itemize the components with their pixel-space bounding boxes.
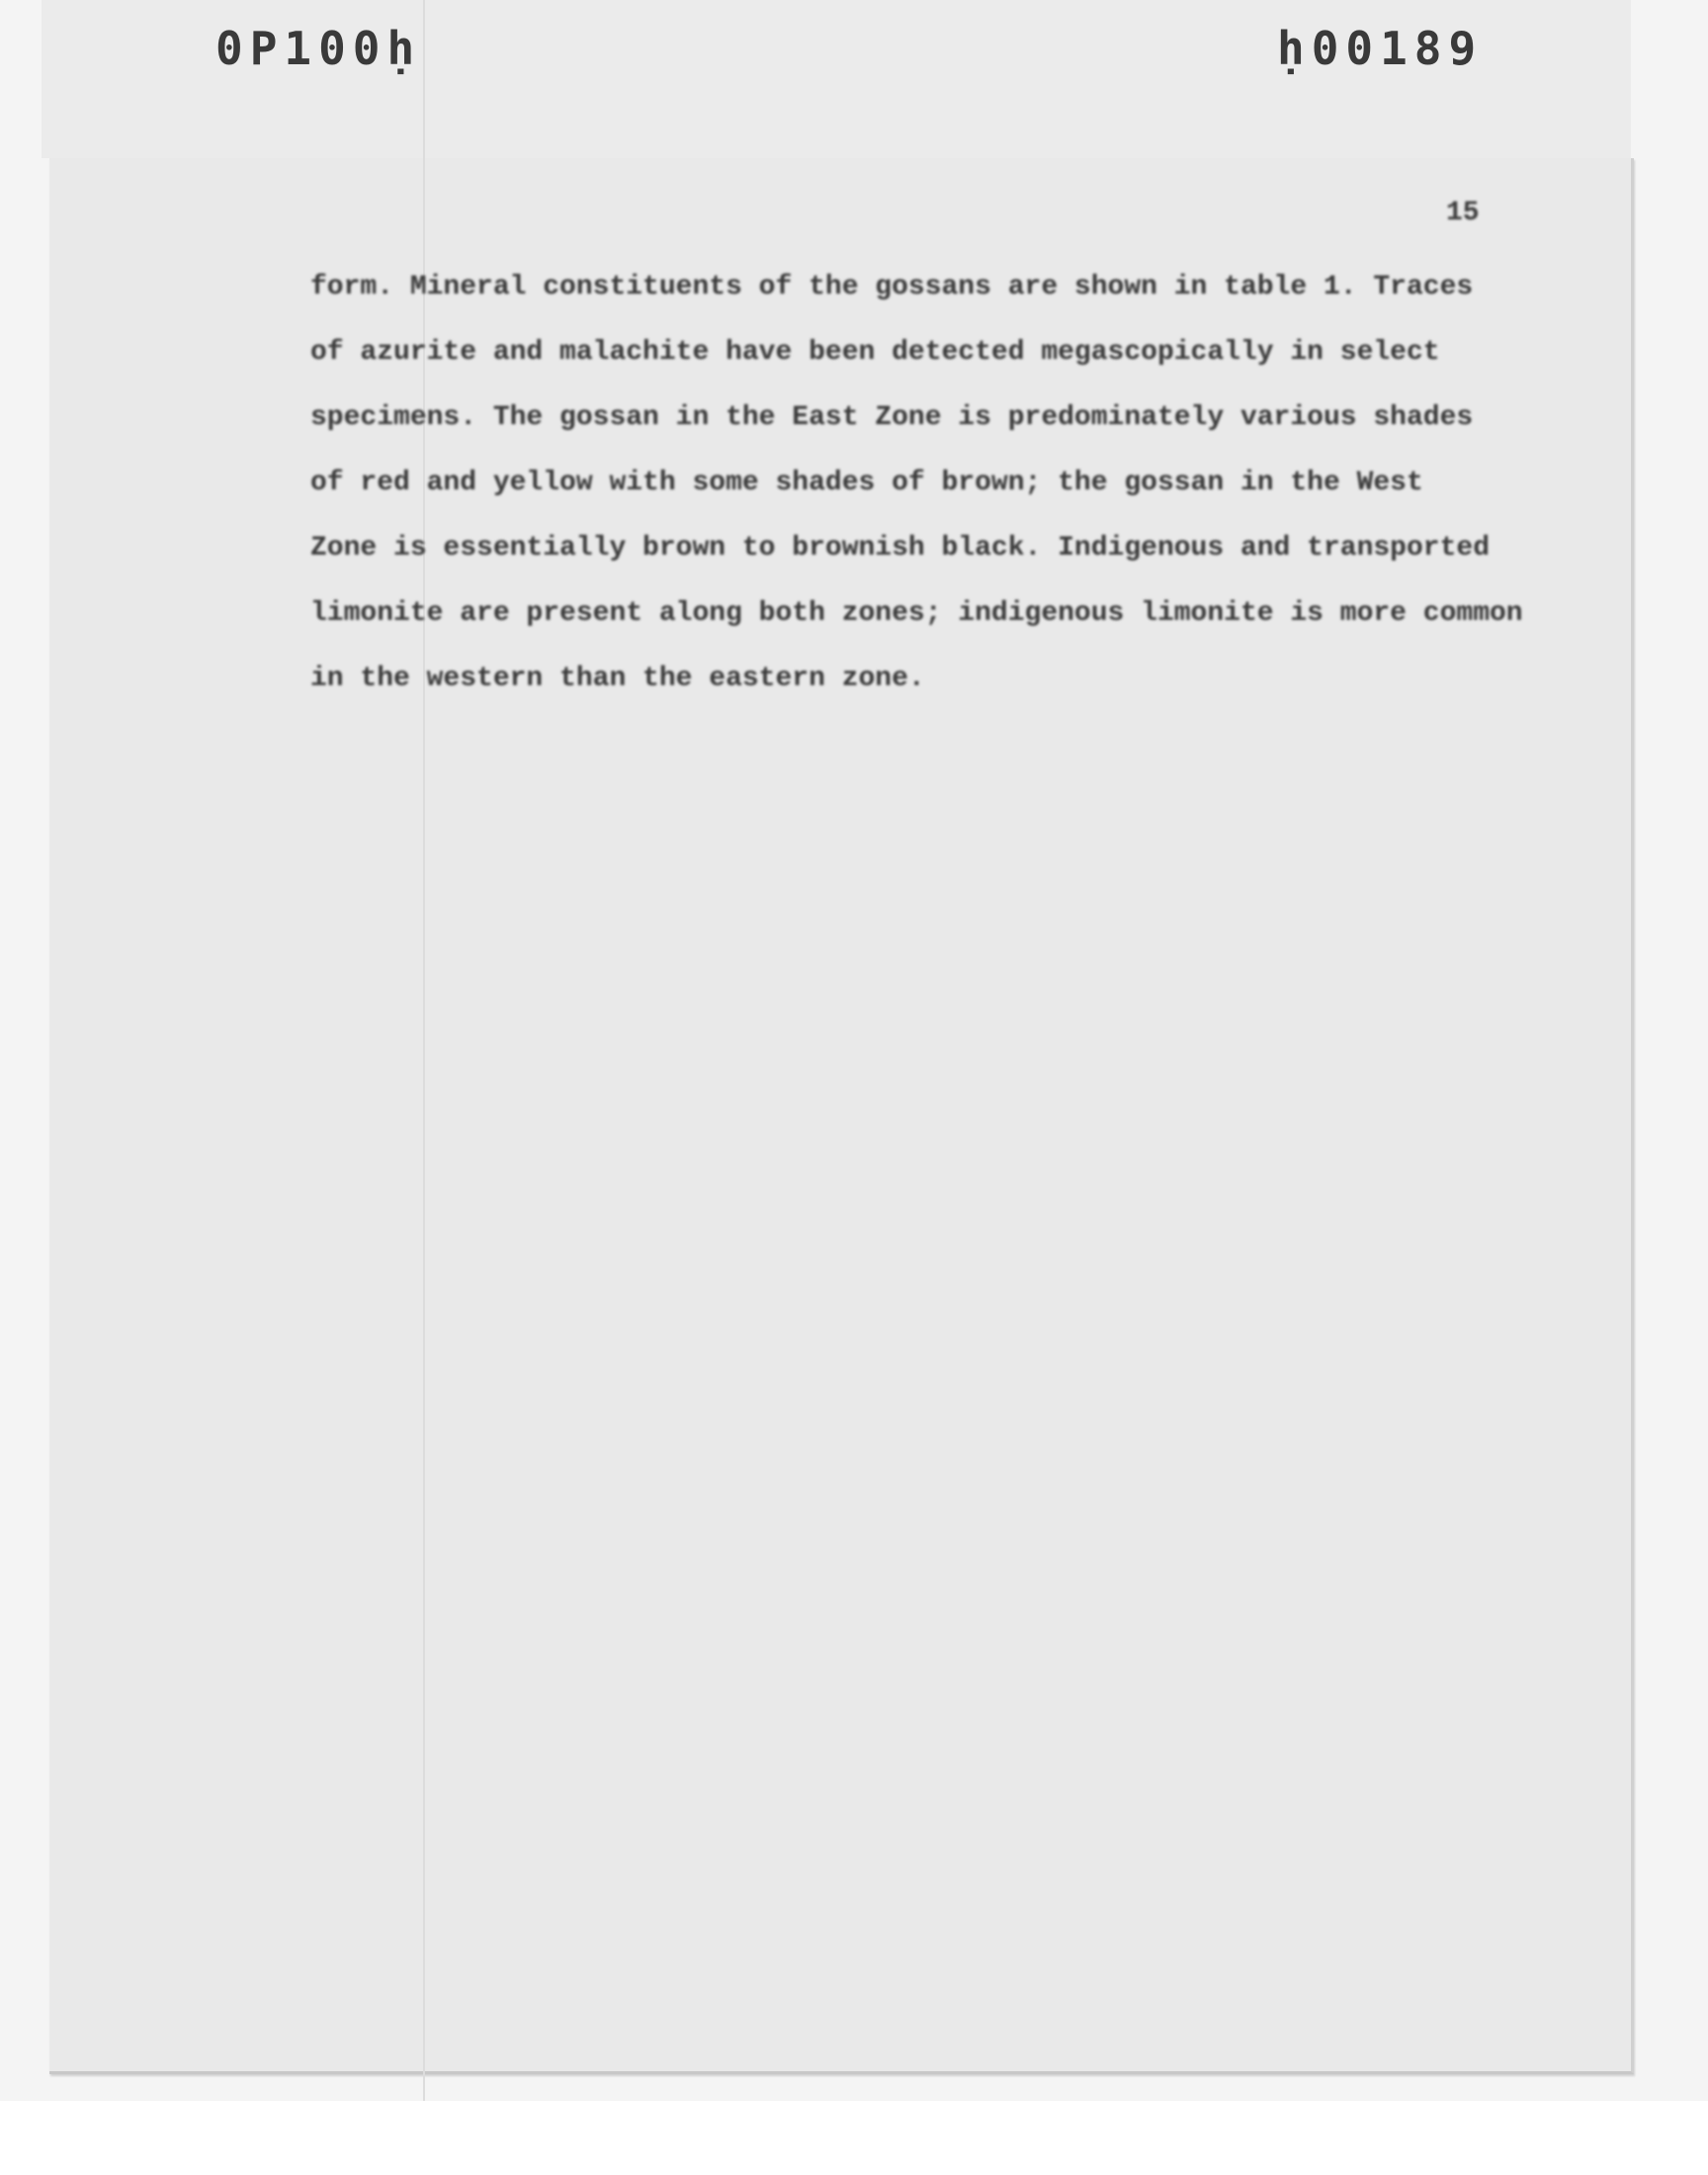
text-line: of azurite and malachite have been detected megascopically in select (310, 337, 1440, 368)
archive-stamp-right: ḥ00189 (1277, 22, 1484, 75)
text-line: limonite are present along both zones; indigenous limonite is more common (310, 598, 1523, 629)
text-line: specimens. The gossan in the East Zone is predominately various shades (310, 402, 1474, 433)
body-paragraph (310, 255, 1536, 712)
text-line: form. Mineral constituents of the gossans are shown in table 1. Traces (310, 272, 1474, 303)
text-line: of red and yellow with some shades of brown; the gossan in the West (310, 468, 1423, 498)
bottom-margin (0, 2101, 1708, 2175)
text-line: in the western than the eastern zone. (310, 663, 925, 694)
archive-stamp-left: 0P100ḥ (215, 22, 422, 75)
page-number: 15 (1446, 198, 1480, 228)
text-line: Zone is essentially brown to brownish black. Indigenous and transported (310, 533, 1490, 564)
